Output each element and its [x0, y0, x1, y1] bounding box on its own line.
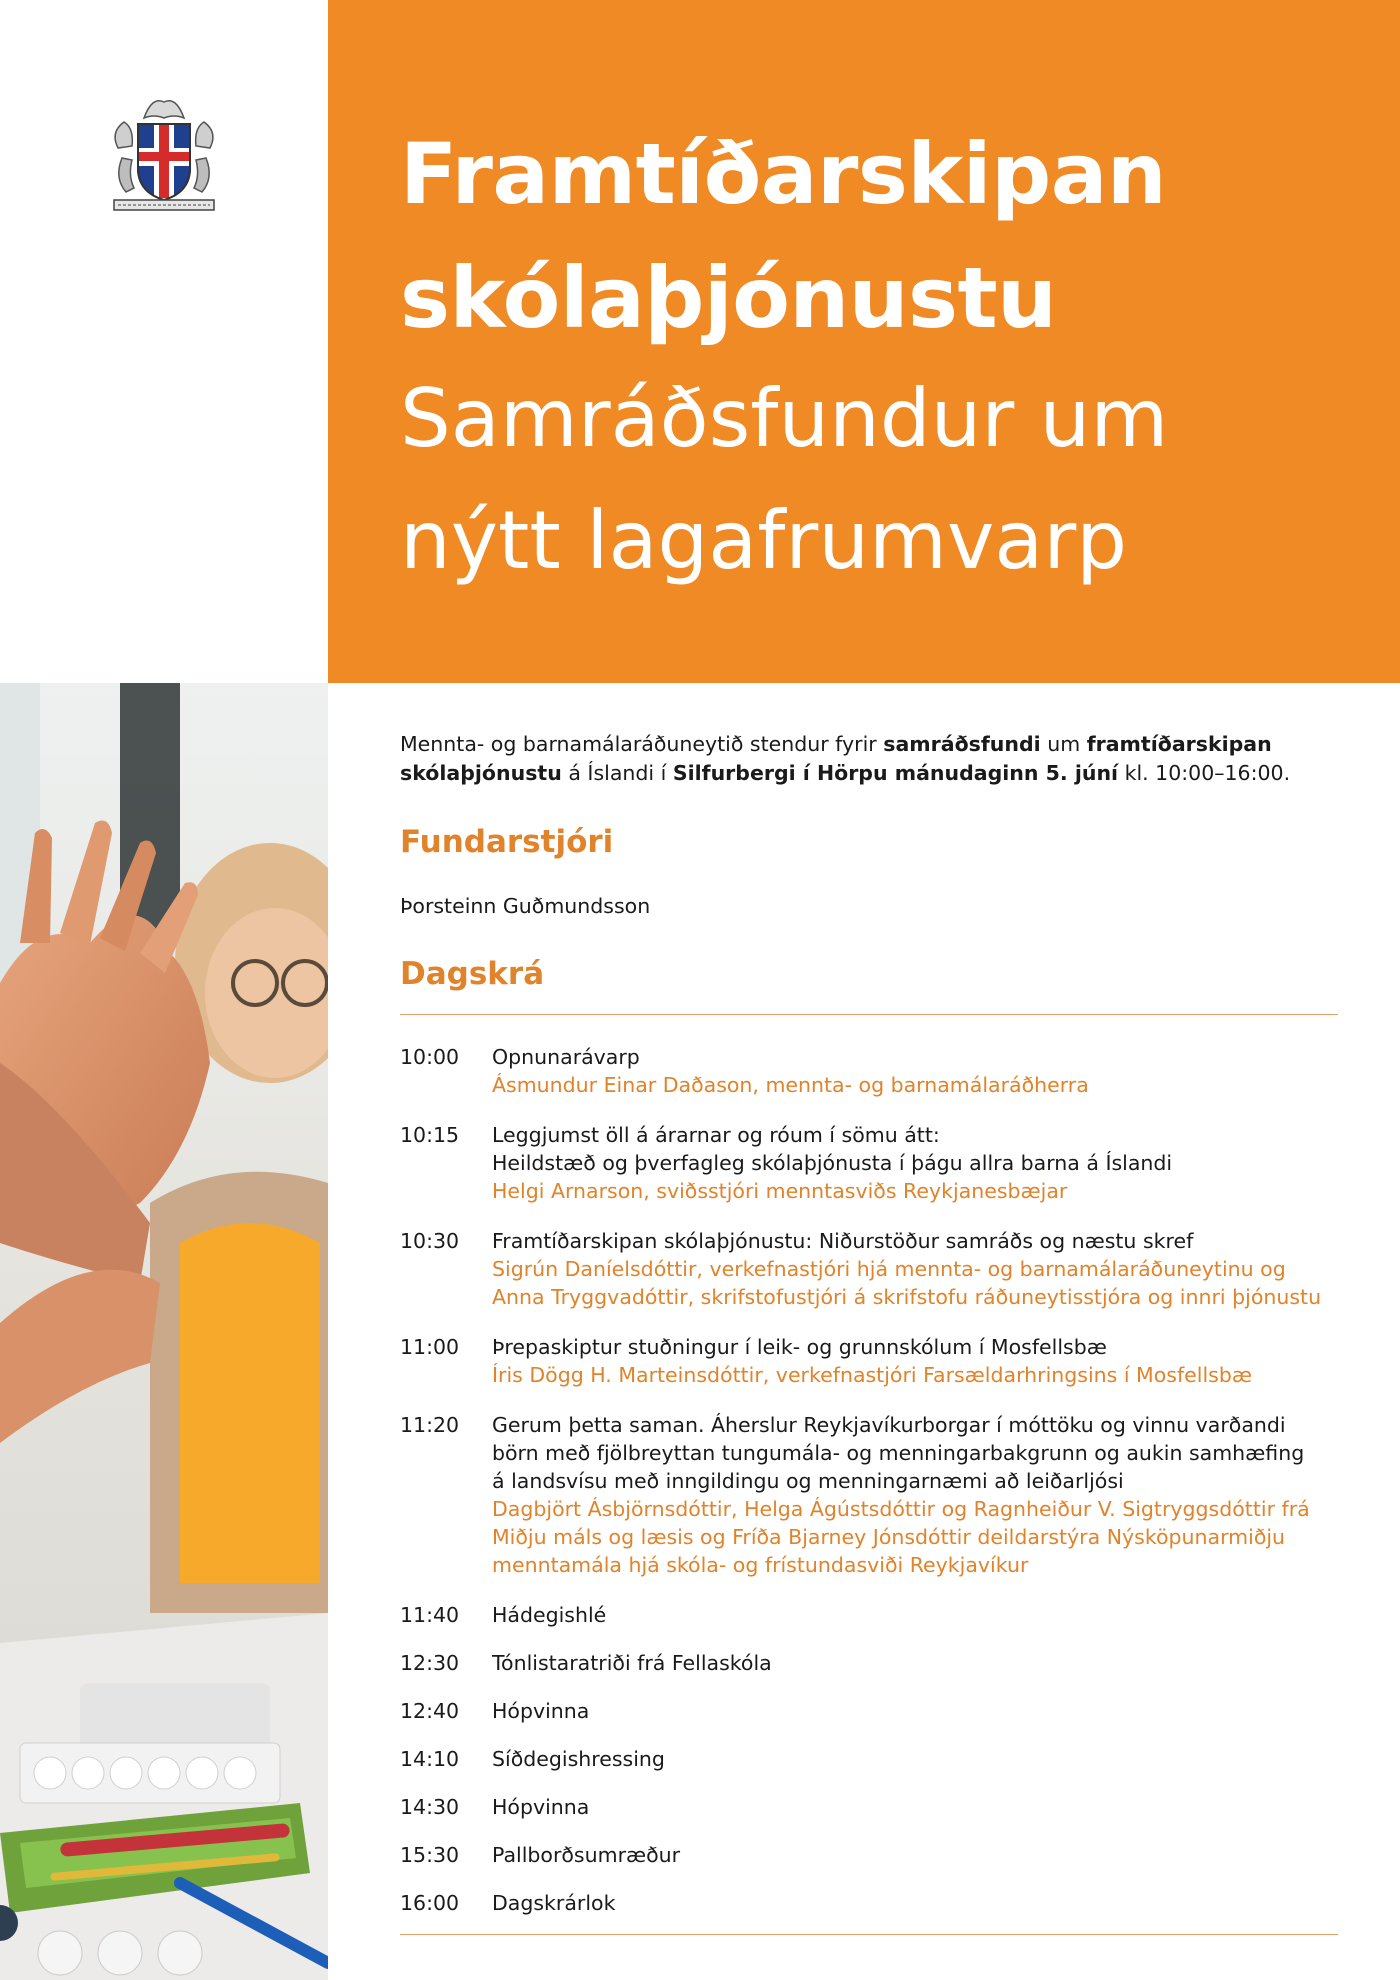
agenda-speaker: Dagbjört Ásbjörnsdóttir, Helga Ágústsdóttir og Ragnheiður V. Sigtryggsdóttir frá	[492, 1497, 1310, 1521]
agenda-time: 16:00	[400, 1891, 460, 1915]
coat-of-arms-logo	[104, 88, 224, 216]
agenda-list	[400, 1043, 1338, 1917]
agenda-speaker: Helgi Arnarson, sviðsstjóri menntasviðs Reykjanesbæjar	[492, 1179, 1068, 1203]
page-subtitle	[400, 358, 1380, 602]
intro-paragraph	[400, 730, 1338, 788]
agenda-item	[400, 1043, 1338, 1099]
agenda-time: 12:40	[400, 1699, 460, 1723]
subtitle-line-1: Samráðsfundur um	[400, 372, 1169, 465]
agenda-title: Hádegishlé	[492, 1603, 607, 1627]
agenda-title-line-2: börn með fjölbreyttan tungumála- og menningarbakgrunn og aukin samhæfing	[492, 1441, 1305, 1465]
agenda-title: Pallborðsumræður	[492, 1843, 681, 1867]
agenda-title: Leggjumst öll á árarnar og róum í sömu átt:	[492, 1123, 940, 1147]
title-line-2: skólaþjónustu	[400, 249, 1057, 347]
agenda-time: 15:30	[400, 1843, 460, 1867]
intro-bold-2: framtíðarskipan skólaþjónustu	[400, 732, 1272, 785]
agenda-speaker-line-3: menntamála hjá skóla- og frístundasviði Reykjavíkur	[492, 1553, 1029, 1577]
agenda-item	[400, 1121, 1338, 1205]
intro-text-3: á Íslandi í	[561, 761, 673, 785]
page-title	[400, 112, 1380, 360]
agenda-item	[400, 1889, 1338, 1917]
main-content	[400, 730, 1338, 1917]
logo-area	[0, 0, 328, 683]
agenda-body	[492, 1121, 1338, 1205]
agenda-title: Framtíðarskipan skólaþjónustu: Niðurstöður samráðs og næstu skref	[492, 1229, 1194, 1253]
agenda-item	[400, 1697, 1338, 1725]
agenda-item	[400, 1227, 1338, 1311]
agenda-item	[400, 1333, 1338, 1389]
subtitle-line-2: nýtt lagafrumvarp	[400, 494, 1127, 587]
agenda-time: 11:00	[400, 1335, 460, 1359]
chair-heading: Fundarstjóri	[400, 824, 614, 860]
agenda-title: Tónlistaratriði frá Fellaskóla	[492, 1651, 772, 1675]
agenda-speaker-line-2: Miðju máls og læsis og Fríða Bjarney Jónsdóttir deildarstýra Nýsköpunarmiðju	[492, 1525, 1286, 1549]
intro-bold-3: Silfurbergi í Hörpu mánudaginn 5. júní	[672, 761, 1119, 785]
agenda-top-divider	[400, 1014, 1338, 1015]
agenda-item	[400, 1601, 1338, 1629]
agenda-item	[400, 1745, 1338, 1773]
intro-text-4: kl. 10:00–16:00.	[1118, 761, 1291, 785]
agenda-time: 14:10	[400, 1747, 460, 1771]
agenda-item	[400, 1793, 1338, 1821]
agenda-title-line-2: Heildstæð og þverfagleg skólaþjónusta í þágu allra barna á Íslandi	[492, 1151, 1173, 1175]
agenda-title-line-3: á landsvísu með inngildingu og menningarnæmi að leiðarljósi	[492, 1469, 1124, 1493]
intro-text-1: Mennta- og barnamálaráðuneytið stendur fyrir	[400, 732, 884, 756]
agenda-speaker: Ásmundur Einar Daðason, mennta- og barnamálaráðherra	[492, 1073, 1089, 1097]
intro-text-2: um	[1040, 732, 1087, 756]
agenda-body	[492, 1227, 1338, 1311]
agenda-time: 14:30	[400, 1795, 460, 1819]
agenda-item	[400, 1649, 1338, 1677]
agenda-title: Gerum þetta saman. Áherslur Reykjavíkurborgar í móttöku og vinnu varðandi	[492, 1413, 1286, 1437]
agenda-title: Þrepaskiptur stuðningur í leik- og grunnskólum í Mosfellsbæ	[492, 1335, 1107, 1359]
agenda-body	[492, 1043, 1338, 1099]
agenda-bottom-divider	[400, 1934, 1338, 1935]
agenda-time: 11:40	[400, 1603, 460, 1627]
agenda-time: 10:30	[400, 1229, 460, 1253]
agenda-speaker: Sigrún Daníelsdóttir, verkefnastjóri hjá mennta- og barnamálaráðuneytinu og	[492, 1257, 1286, 1281]
agenda-time: 11:20	[400, 1413, 460, 1437]
agenda-title: Síðdegishressing	[492, 1747, 665, 1771]
agenda-heading: Dagskrá	[400, 956, 545, 992]
agenda-body	[492, 1333, 1338, 1389]
agenda-title: Hópvinna	[492, 1795, 590, 1819]
agenda-item	[400, 1411, 1338, 1579]
agenda-body	[492, 1411, 1338, 1579]
hero-photo	[0, 683, 328, 1980]
intro-bold-1: samráðsfundi	[883, 732, 1041, 756]
agenda-time: 10:15	[400, 1123, 460, 1147]
agenda-speaker: Íris Dögg H. Marteinsdóttir, verkefnastjóri Farsældarhringsins í Mosfellsbæ	[492, 1363, 1253, 1387]
agenda-title: Dagskrárlok	[492, 1891, 616, 1915]
agenda-speaker-line-2: Anna Tryggvadóttir, skrifstofustjóri á skrifstofu ráðuneytisstjóra og innri þjónustu	[492, 1285, 1322, 1309]
title-banner	[328, 0, 1400, 683]
title-line-1: Framtíðarskipan	[400, 125, 1167, 223]
agenda-item	[400, 1841, 1338, 1869]
high-five-photo-illustration	[0, 683, 328, 1980]
agenda-time: 10:00	[400, 1045, 460, 1069]
chair-name: Þorsteinn Guðmundsson	[400, 894, 651, 918]
agenda-time: 12:30	[400, 1651, 460, 1675]
agenda-title: Opnunarávarp	[492, 1045, 640, 1069]
agenda-title: Hópvinna	[492, 1699, 590, 1723]
